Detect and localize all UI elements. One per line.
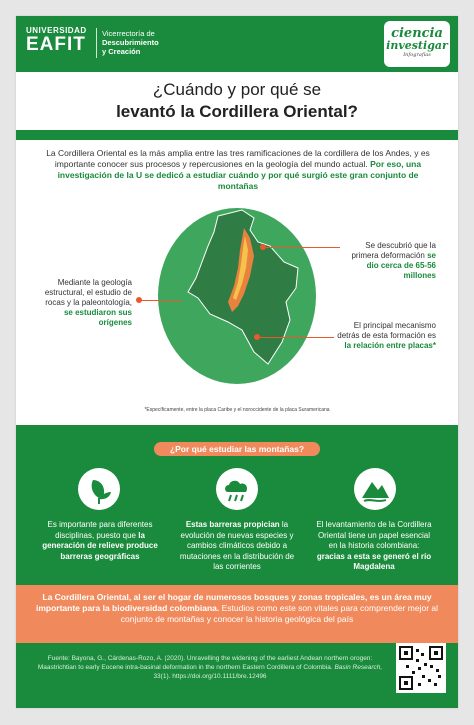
intro-highlight: Por eso, una investigación de la U se dedicó a estudiar cuándo y por qué surgió este gran conjunto de montañas [57,159,422,191]
mountain-river-icon [354,468,396,510]
callout-line-left [140,300,182,301]
leaf-icon [78,468,120,510]
qr-code-icon[interactable] [396,643,446,693]
callout-line-right1 [264,247,340,248]
eafit-logo [26,26,96,64]
callout-line-right2 [258,337,334,338]
header-bar [16,16,458,72]
intro-plain: La Cordillera Oriental es la más amplia entre las tres ramificaciones de la cordillera de los Andes, y es importante conocer sus procesos y repercusiones en la geología del mundo actual. [46,148,430,169]
closing-paragraph: La Cordillera Oriental, al ser el hogar de numerosos bosques y zonas tropicales, es un área muy importante para la biodiversidad colombiana. Estudios como este son vitales para comprender mejor al conjunto de montañas y conocer la historia geológica del país [35,592,439,624]
university-main-label: EAFIT [26,34,86,55]
why-heading: ¿Por qué estudiar las montañas? [154,442,320,456]
intro-paragraph [40,148,436,192]
callout-methods: Mediante la geología estructural, el estudio de rocas y la paleontología, se estudiaron sus orígenes [44,278,132,327]
ciencia-investigar-badge: ciencia investigar Infografías [384,21,450,67]
callout-age: Se descubrió que la primera deformación se dio cerca de 65-56 millones [351,241,436,280]
footnote: *Específicamente, entre la placa Caribe y el noroccidente de la placa Suramericana [144,407,330,413]
colombia-map [158,202,316,382]
vice-rectory-label: Vicerrectoría de Descubrimiento y Creación [102,29,159,56]
title-line-1: ¿Cuándo y por qué se [152,80,322,99]
logo-divider [96,28,97,58]
rain-cloud-icon [216,468,258,510]
callout-mechanism: El principal mecanismo detrás de esta formación es la relación entre placas* [337,321,436,350]
why-column-3: El levantamiento de la Cordillera Oriental tiene un papel esencial en la historia colombiana: gracias a esta se generó el río Magdalena [316,520,432,571]
title-underline-band [16,130,458,140]
infographic-page [16,16,458,708]
why-column-2: Estas barreras propician la evolución de nuevas especies y cambios climáticos debido a mutaciones en la distribución de las corrientes [179,520,295,571]
title-section [16,74,458,130]
source-citation: Fuente: Bayona, G., Cárdenas-Rozo, A. (2020). Unravelling the widening of the earliest Andean northern orogen: Maastrichtian to early Eocene intra-basinal deformation in the northern Eastern Cordillera of Colombia. Basin Research, 33(1). https://doi.org/10.1111/bre.12496 [37,655,383,680]
why-column-1: Es importante para diferentes disciplinas, puesto que la generación de relieve produce barreras geográficas [42,520,158,561]
title-line-2: levantó la Cordillera Oriental? [116,102,358,121]
university-top-label: UNIVERSIDAD [26,26,87,35]
